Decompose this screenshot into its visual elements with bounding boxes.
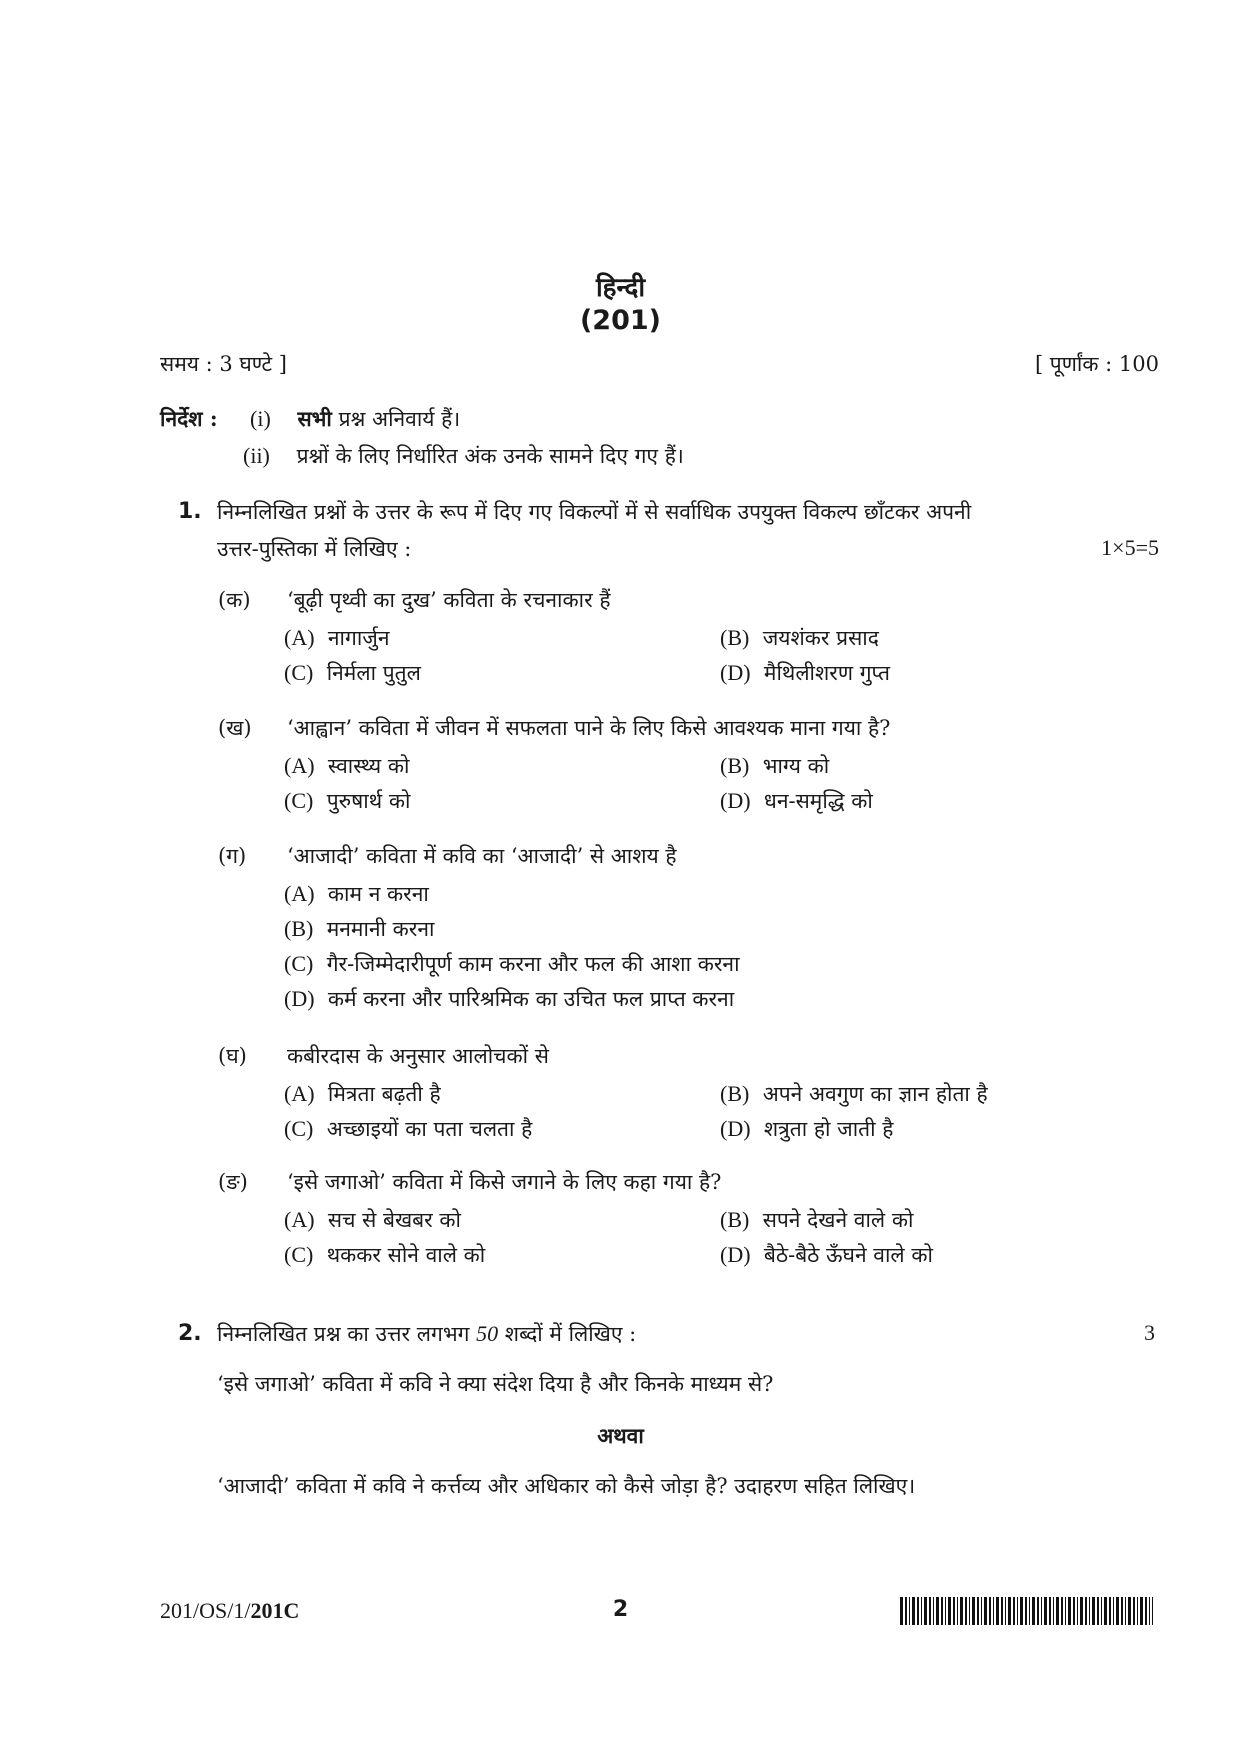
option [720, 787, 873, 815]
or-separator: अथवा [597, 1423, 644, 1448]
barcode-bar [1140, 1597, 1143, 1625]
barcode-bar [1152, 1597, 1153, 1625]
barcode-bar [957, 1597, 958, 1625]
option-letter: (A) [284, 753, 315, 778]
option-letter: (C) [284, 1116, 314, 1141]
question-text: ‘आजादी’ कविता में कवि ने कर्त्तव्य और अधिकार को कैसे जोड़ा है? उदाहरण सहित लिखिए। [217, 1474, 916, 1498]
barcode [900, 1597, 1153, 1625]
barcode-bar [912, 1597, 915, 1625]
barcode-bar [1121, 1597, 1123, 1625]
marks-label: [ पूर्णांक : 100 [1034, 352, 1159, 376]
barcode-bar [945, 1597, 946, 1625]
barcode-bar [993, 1597, 994, 1625]
barcode-bar [972, 1597, 975, 1625]
barcode-bar [1041, 1597, 1042, 1625]
instruction-item [250, 405, 460, 433]
option [720, 1080, 988, 1108]
option-letter: (A) [284, 881, 315, 906]
option [720, 1115, 893, 1143]
barcode-bar [1020, 1597, 1023, 1625]
barcode-bar [917, 1597, 919, 1625]
option-letter: (D) [720, 660, 751, 685]
option-text: मित्रता बढ़ती है [327, 1082, 441, 1106]
sub-question-label: (ग) [218, 844, 247, 868]
option-text: काम न करना [327, 882, 429, 906]
option-text: सच से बेखबर को [327, 1208, 461, 1232]
barcode-bar [1068, 1597, 1071, 1625]
barcode-bar [953, 1597, 955, 1625]
barcode-bar [924, 1597, 927, 1625]
barcode-bar [1080, 1597, 1083, 1625]
option [284, 1206, 461, 1234]
question-text-part: शब्दों में लिखिए : [504, 1322, 637, 1346]
barcode-bar [1025, 1597, 1027, 1625]
barcode-bar [1008, 1597, 1011, 1625]
barcode-bar [1005, 1597, 1006, 1625]
barcode-bar [1113, 1597, 1114, 1625]
option-text: सपने देखने वाले को [762, 1208, 914, 1232]
question-text: निम्नलिखित प्रश्नों के उत्तर के रूप में दिए गए विकल्पों में से सर्वाधिक उपयुक्त विकल्प छाँटकर अपनी [217, 500, 972, 524]
option [284, 915, 434, 943]
barcode-bar [905, 1597, 907, 1625]
option-letter: (A) [284, 625, 315, 650]
sub-question-label: (ङ) [218, 1170, 248, 1194]
question-number: 2. [178, 1321, 202, 1346]
option-letter: (C) [284, 788, 314, 813]
barcode-bar [933, 1597, 934, 1625]
option [284, 1241, 485, 1269]
instructions-label: निर्देश : [160, 406, 218, 431]
barcode-bar [1013, 1597, 1015, 1625]
barcode-bar [960, 1597, 963, 1625]
barcode-bar [1125, 1597, 1126, 1625]
page-number: 2 [612, 1597, 629, 1622]
question-text-part: निम्नलिखित प्रश्न का उत्तर लगभग [217, 1322, 470, 1346]
option [284, 985, 734, 1013]
barcode-bar [1053, 1597, 1054, 1625]
barcode-bar [981, 1597, 982, 1625]
sub-question-text: ‘इसे जगाओ’ कविता में किसे जगाने के लिए कहा गया है? [287, 1170, 722, 1194]
option-text: धन-समृद्धि को [763, 789, 873, 813]
time-label: समय : 3 घण्टे ] [160, 352, 288, 376]
option [284, 1115, 532, 1143]
barcode-bar [1101, 1597, 1102, 1625]
question-number: 1. [178, 499, 202, 524]
barcode-bar [1049, 1597, 1051, 1625]
option-text: मनमानी करना [326, 917, 435, 941]
option-letter: (C) [284, 1242, 314, 1267]
option-letter: (C) [284, 951, 314, 976]
question-text: उत्तर-पुस्तिका में लिखिए : [217, 537, 412, 561]
instruction-text: प्रश्न अनिवार्य हैं। [338, 407, 461, 431]
instruction-number: (ii) [243, 443, 270, 468]
sub-question-text: ‘आह्वान’ कविता में जीवन में सफलता पाने के लिए किसे आवश्यक माना गया है? [287, 716, 891, 740]
barcode-bar [984, 1597, 987, 1625]
barcode-bar [977, 1597, 979, 1625]
barcode-bar [1073, 1597, 1075, 1625]
barcode-bar [969, 1597, 970, 1625]
barcode-bar [1145, 1597, 1147, 1625]
sub-question-label: (घ) [218, 1044, 247, 1068]
option [720, 624, 879, 652]
question-marks: 3 [1144, 1320, 1155, 1345]
barcode-bar [1104, 1597, 1107, 1625]
option [720, 1241, 933, 1269]
subject-code: (201) [579, 305, 662, 336]
sub-question-text: ‘आजादी’ कविता में कवि का ‘आजादी’ से आशय है [287, 844, 677, 868]
barcode-bar [936, 1597, 939, 1625]
option-text: नागार्जुन [327, 626, 390, 650]
barcode-bar [1089, 1597, 1090, 1625]
barcode-bar [1061, 1597, 1063, 1625]
option [284, 950, 740, 978]
option-letter: (B) [720, 625, 750, 650]
option-text: जयशंकर प्रसाद [762, 626, 879, 650]
barcode-bar [948, 1597, 951, 1625]
option [720, 752, 829, 780]
option-letter: (B) [720, 1081, 750, 1106]
sub-question-label: (ख) [218, 716, 252, 740]
option [284, 659, 421, 687]
option-text: बैठे-बैठे ऊँघने वाले को [763, 1243, 933, 1267]
instruction-emphasis: सभी [297, 406, 332, 431]
option [284, 880, 429, 908]
option-letter: (C) [284, 660, 314, 685]
option-letter: (D) [284, 986, 315, 1011]
paper-code-plain: 201/OS/1/ [160, 1598, 251, 1623]
barcode-bar [965, 1597, 967, 1625]
option [720, 659, 890, 687]
option [284, 752, 409, 780]
word-count: 50 [476, 1321, 499, 1346]
barcode-bar [1116, 1597, 1119, 1625]
subject-title: हिन्दी [595, 273, 646, 303]
barcode-bar [929, 1597, 931, 1625]
barcode-bar [1017, 1597, 1018, 1625]
option [720, 1206, 913, 1234]
option-text: अपने अवगुण का ज्ञान होता है [762, 1082, 988, 1106]
barcode-bar [921, 1597, 922, 1625]
option [284, 624, 390, 652]
barcode-bar [1149, 1597, 1150, 1625]
barcode-bar [900, 1597, 903, 1625]
barcode-bar [989, 1597, 991, 1625]
option-text: अच्छाइयों का पता चलता है [326, 1117, 533, 1141]
question-text [217, 1320, 636, 1348]
barcode-bar [1065, 1597, 1066, 1625]
option-text: स्वास्थ्य को [327, 754, 410, 778]
option-text: निर्मला पुतुल [326, 661, 421, 685]
instruction-item [243, 442, 684, 470]
barcode-bar [1044, 1597, 1047, 1625]
barcode-bar [1133, 1597, 1135, 1625]
option-text: भाग्य को [762, 754, 830, 778]
barcode-bar [1085, 1597, 1087, 1625]
option-text: थककर सोने वाले को [326, 1243, 486, 1267]
question-marks: 1×5=5 [1101, 535, 1159, 560]
instruction-text: प्रश्नों के लिए निर्धारित अंक उनके सामने दिए गए हैं। [296, 444, 684, 468]
barcode-bar [996, 1597, 999, 1625]
option-letter: (D) [720, 1116, 751, 1141]
option-text: मैथिलीशरण गुप्त [763, 661, 890, 685]
barcode-bar [941, 1597, 943, 1625]
barcode-bar [1032, 1597, 1035, 1625]
option [284, 787, 410, 815]
barcode-bar [1001, 1597, 1003, 1625]
option-text: पुरुषार्थ को [326, 789, 411, 813]
option-letter: (B) [720, 1207, 750, 1232]
barcode-bar [1029, 1597, 1030, 1625]
option-letter: (B) [284, 916, 314, 941]
option-letter: (D) [720, 788, 751, 813]
barcode-bar [1109, 1597, 1111, 1625]
option-text: कर्म करना और पारिश्रमिक का उचित फल प्राप्त करना [327, 987, 735, 1011]
question-text: ‘इसे जगाओ’ कविता में कवि ने क्या संदेश दिया है और किनके माध्यम से? [217, 1372, 774, 1396]
option-letter: (B) [720, 753, 750, 778]
instruction-number: (i) [250, 406, 271, 431]
option [284, 1080, 441, 1108]
barcode-bar [1037, 1597, 1039, 1625]
barcode-bar [1137, 1597, 1138, 1625]
barcode-bar [1092, 1597, 1095, 1625]
barcode-bar [1097, 1597, 1099, 1625]
option-letter: (A) [284, 1207, 315, 1232]
barcode-bar [1077, 1597, 1078, 1625]
sub-question-text: कबीरदास के अनुसार आलोचकों से [287, 1044, 549, 1068]
barcode-bar [909, 1597, 910, 1625]
option-text: शत्रुता हो जाती है [763, 1117, 894, 1141]
option-letter: (D) [720, 1242, 751, 1267]
barcode-bar [1056, 1597, 1059, 1625]
paper-code-bold: 201C [250, 1598, 300, 1623]
sub-question-label: (क) [218, 588, 251, 612]
option-text: गैर-जिम्मेदारीपूर्ण काम करना और फल की आशा करना [326, 952, 740, 976]
option-letter: (A) [284, 1081, 315, 1106]
barcode-bar [1128, 1597, 1131, 1625]
sub-question-text: ‘बूढ़ी पृथ्वी का दुख’ कविता के रचनाकार हैं [287, 588, 611, 612]
